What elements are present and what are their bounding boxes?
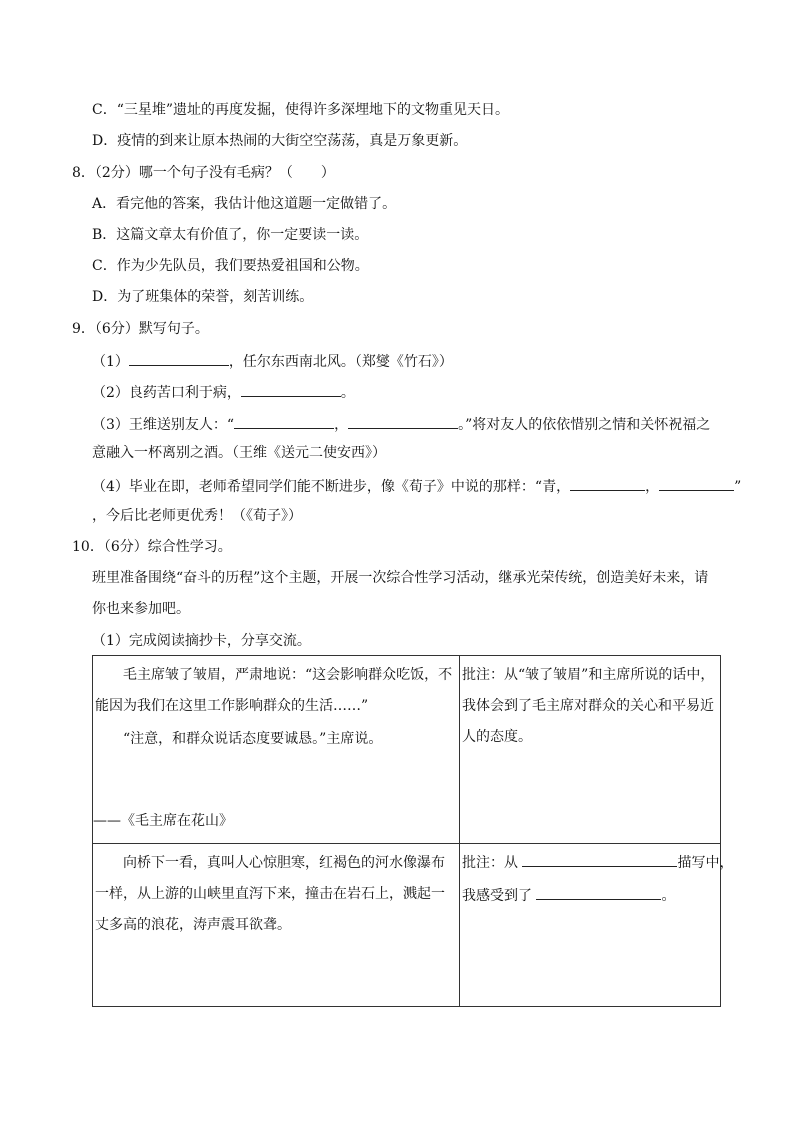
q9-s2-blank[interactable] — [241, 381, 341, 397]
q8-stem: 8．（2分）哪一个句子没有毛病？（ ） — [72, 165, 335, 181]
row2-blank-description[interactable] — [522, 851, 677, 867]
row2-annotation-mid: 描写中， — [677, 855, 734, 871]
q10-stem: 10．（6分）综合性学习。 — [72, 539, 232, 555]
row1-excerpt-paragraph-1: 毛主席皱了皱眉，严肃地说：“这会影响群众吃饭，不能因为我们在这里工作影响群众的生活……” — [95, 667, 453, 714]
q9-s4-text: （4）毕业在即，老师希望同学们能不断进步，像《荀子》中说的那样：“青， — [92, 479, 571, 495]
q9-s1-blank[interactable] — [129, 350, 229, 366]
row2-annotation-prefix: 批注：从 — [462, 855, 518, 871]
q9-sentence-1 — [92, 350, 453, 372]
q9-s2-end: 。 — [340, 385, 355, 401]
row1-annotation: 批注：从“皱了皱眉”和主席所说的话中，我体会到了毛主席对群众的关心和平易近人的态度。 — [462, 667, 715, 745]
row1-annotation-cell — [460, 656, 721, 844]
q9-sentence-3 — [92, 413, 710, 435]
row1-excerpt-paragraph-2: “注意，和群众说话态度要诚恳。”主席说。 — [123, 731, 383, 747]
q8-option-d: D．为了班集体的荣誉，刻苦训练。 — [92, 289, 314, 305]
excerpt-card-table — [92, 655, 734, 1007]
row2-annotation-line1 — [460, 844, 734, 879]
q10-intro-line1: 班里准备围绕“奋斗的历程”这个主题，开展一次综合性学习活动，继承光荣传统，创造美好未来，请 — [92, 570, 709, 586]
q9-s3-line2: 意融入一杯离别之酒。（王维《送元二使安西》） — [92, 445, 386, 461]
q9-s4-line2: ，今后比老师更优秀！（《荀子》） — [92, 508, 302, 524]
q8-option-a: A．看完他的答案，我估计他这道题一定做错了。 — [92, 196, 397, 212]
q8-option-c: C．作为少先队员，我们要热爱祖国和公物。 — [92, 258, 369, 274]
q9-stem: 9．（6分）默写句子。 — [72, 321, 209, 337]
row1-excerpt-cell — [93, 656, 460, 844]
row2-annotation-end: 。 — [661, 888, 676, 904]
q9-s4-comma: ， — [645, 479, 660, 495]
q9-s3-blank-1[interactable] — [234, 413, 334, 429]
row2-excerpt-cell — [93, 844, 460, 1007]
q7-option-c: C．“三星堆”遗址的再度发掘，使得许多深埋地下的文物重见天日。 — [92, 102, 510, 118]
q9-s1-number: （1） — [92, 354, 129, 370]
q9-s3-after: 。”将对友人的依依惜别之情和关怀祝福之 — [458, 417, 711, 433]
q10-sub1: （1）完成阅读摘抄卡，分享交流。 — [92, 633, 311, 649]
row2-annotation-cell — [460, 844, 734, 1007]
row1-excerpt-source: ——《毛主席在花山》 — [93, 813, 233, 829]
row2-excerpt-paragraph: 向桥下一看，真叫人心惊胆寒，红褐色的河水像瀑布一样，从上游的山峡里直泻下来，撞击在岩石上，溅起一丈多高的浪花，涛声震耳欲聋。 — [95, 855, 445, 933]
q9-s1-text: ，任尔东西南北风。（郑燮《竹石》） — [228, 354, 453, 370]
q9-s4-blank-2[interactable] — [659, 475, 734, 491]
q8-option-b: B．这篇文章太有价值了，你一定要读一读。 — [92, 227, 369, 243]
q7-option-d: D．疫情的到来让原本热闹的大街空空荡荡，真是万象更新。 — [92, 133, 468, 149]
q9-s4-blank-1[interactable] — [570, 475, 645, 491]
q9-sentence-2 — [92, 381, 355, 403]
row2-annotation-line2 — [460, 879, 720, 912]
row2-blank-feeling[interactable] — [536, 884, 661, 900]
q9-s2-text: （2）良药苦口利于病， — [92, 385, 241, 401]
q10-intro-line2: 你也来参加吧。 — [92, 601, 190, 617]
q9-s3-text: （3）王维送别友人：“ — [92, 417, 235, 433]
q9-s3-blank-2[interactable] — [348, 413, 458, 429]
row2-annotation-feel: 我感受到了 — [462, 888, 532, 904]
q9-s3-comma: ， — [334, 417, 349, 433]
q9-s4-quote: ” — [734, 479, 742, 495]
q9-sentence-4 — [92, 475, 741, 497]
